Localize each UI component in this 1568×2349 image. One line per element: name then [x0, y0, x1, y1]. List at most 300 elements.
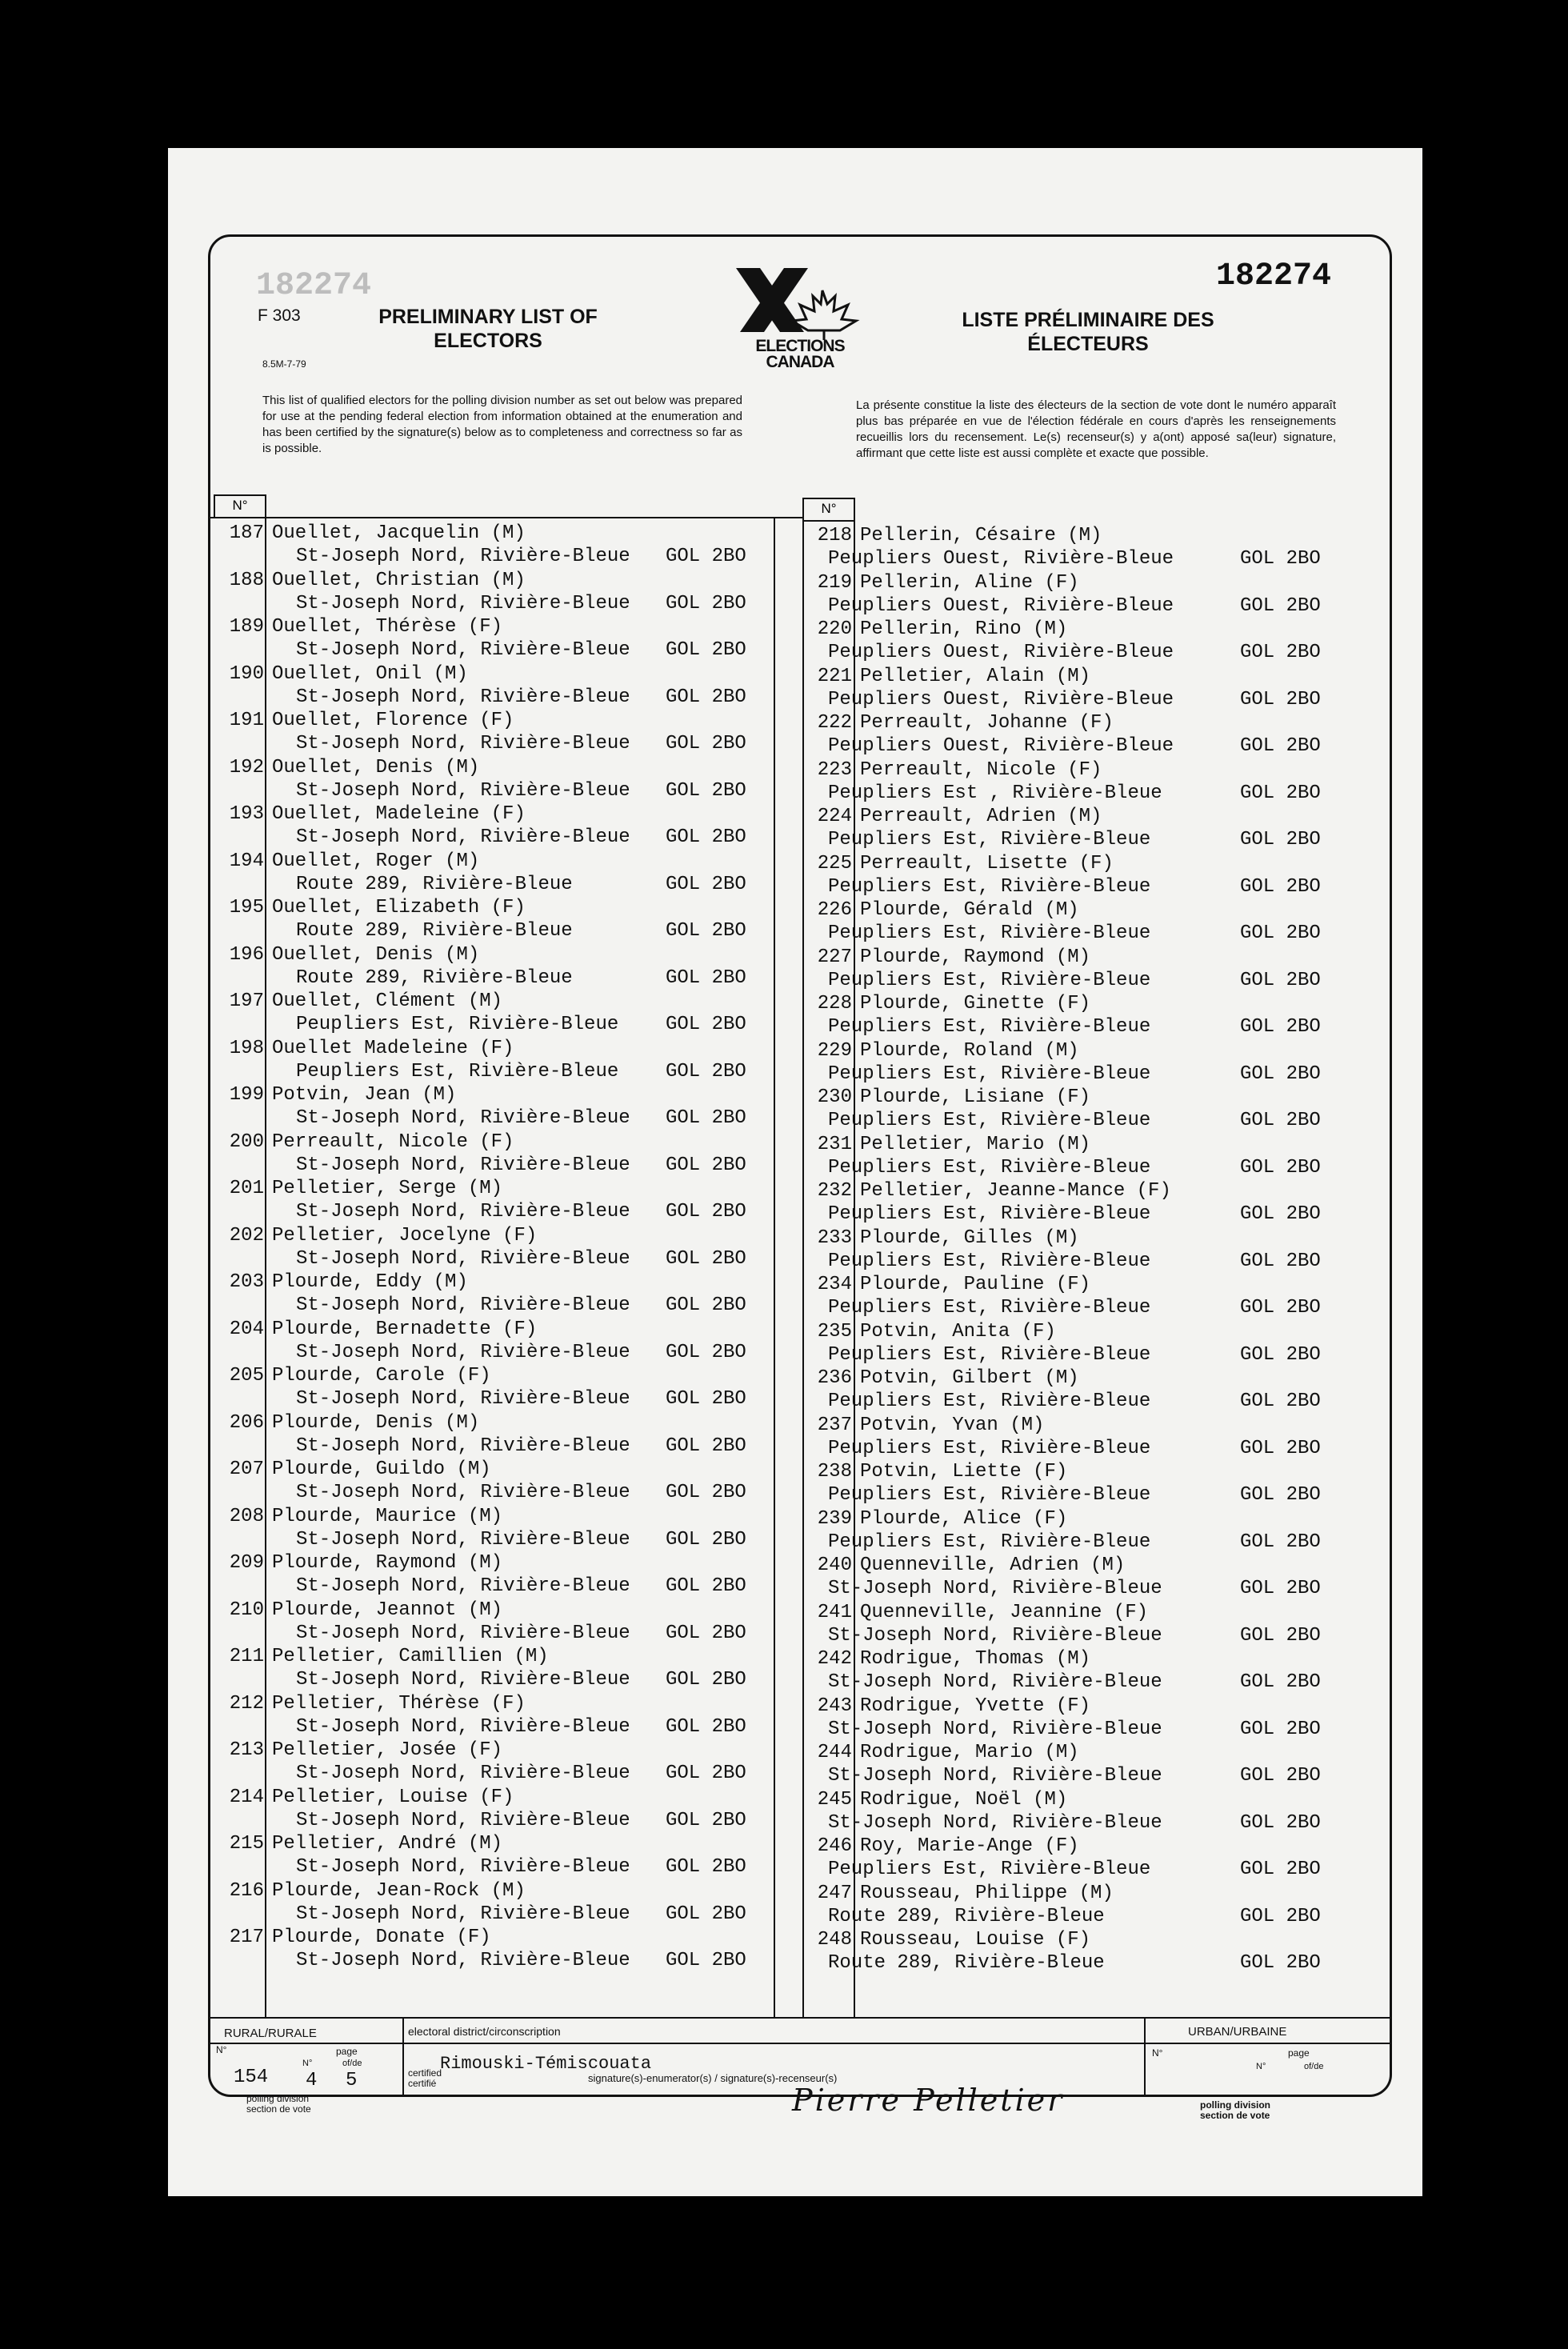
elector-address: Peupliers Est, Rivière-Bleue	[828, 1297, 1151, 1319]
urban-label: URBAN/URBAINE	[1188, 2025, 1287, 2039]
district-value: Rimouski-Témiscouata	[440, 2054, 652, 2074]
elector-number: 213	[229, 1739, 264, 1761]
elector-entry	[216, 1131, 776, 1179]
elector-number: 241	[817, 1601, 852, 1623]
elector-name: Ouellet, Thérèse (F)	[272, 616, 503, 638]
elector-postal-code: GOL 2BO	[666, 1482, 746, 1503]
elector-name: Ouellet, Madeleine (F)	[272, 803, 526, 825]
elector-address: Peupliers Ouest, Rivière-Bleue	[828, 548, 1174, 570]
elector-name: Plourde, Carole (F)	[272, 1365, 491, 1387]
elector-number: 221	[817, 665, 852, 687]
elector-address: St-Joseph Nord, Rivière-Bleue	[296, 1575, 630, 1597]
table-top-line	[210, 517, 804, 518]
elector-postal-code: GOL 2BO	[1240, 688, 1321, 710]
logo-text-elections: ELECTIONS	[755, 337, 845, 355]
elector-address: Peupliers Est, Rivière-Bleue	[828, 1062, 1151, 1085]
elector-entry	[804, 1742, 1396, 1789]
elector-entry	[804, 899, 1396, 946]
elector-name: Pelletier, Alain (M)	[860, 665, 1091, 687]
elector-address: St-Joseph Nord, Rivière-Bleue	[828, 1624, 1162, 1647]
elector-address: St-Joseph Nord, Rivière-Bleue	[828, 1765, 1162, 1787]
elector-name: Plourde, Donate (F)	[272, 1927, 491, 1948]
elector-name: Pelletier, Jocelyne (F)	[272, 1224, 538, 1247]
elector-postal-code: GOL 2BO	[666, 779, 746, 802]
elector-address: St-Joseph Nord, Rivière-Bleue	[296, 826, 630, 848]
elector-number: 193	[229, 803, 264, 825]
elector-entry	[804, 1648, 1396, 1695]
elector-name: Roy, Marie-Ange (F)	[860, 1835, 1079, 1857]
elector-entry	[216, 1319, 776, 1366]
elector-address: Peupliers Est, Rivière-Bleue	[828, 922, 1151, 944]
elector-address: Peupliers Est, Rivière-Bleue	[828, 1531, 1151, 1553]
elector-name: Quenneville, Adrien (M)	[860, 1555, 1126, 1576]
elector-address: Peupliers Ouest, Rivière-Bleue	[828, 735, 1174, 757]
elector-postal-code: GOL 2BO	[666, 592, 746, 614]
elector-postal-code: GOL 2BO	[666, 1575, 746, 1597]
elector-number: 216	[229, 1879, 264, 1902]
elector-number: 189	[229, 616, 264, 638]
elector-number: 229	[817, 1039, 852, 1062]
elector-number: 225	[817, 852, 852, 874]
elector-address: St-Joseph Nord, Rivière-Bleue	[296, 1388, 630, 1410]
elector-postal-code: GOL 2BO	[666, 826, 746, 848]
rural-box-right	[402, 2019, 404, 2096]
elector-entry	[216, 1178, 776, 1225]
elector-name: Potvin, Yvan (M)	[860, 1414, 1045, 1436]
elector-postal-code: GOL 2BO	[666, 1060, 746, 1082]
elector-number: 226	[817, 899, 852, 921]
elector-postal-code: GOL 2BO	[666, 1154, 746, 1176]
elector-name: Potvin, Jean (M)	[272, 1084, 457, 1106]
elector-postal-code: GOL 2BO	[666, 873, 746, 895]
elector-name: Ouellet, Christian (M)	[272, 569, 526, 591]
elector-number: 209	[229, 1552, 264, 1574]
elector-name: Rousseau, Louise (F)	[860, 1929, 1091, 1951]
elector-postal-code: GOL 2BO	[666, 1528, 746, 1551]
elector-name: Pelletier, André (M)	[272, 1833, 503, 1855]
elector-address: St-Joseph Nord, Rivière-Bleue	[296, 1295, 630, 1316]
elector-entry	[216, 897, 776, 944]
elector-postal-code: GOL 2BO	[1240, 642, 1321, 663]
elector-postal-code: GOL 2BO	[666, 1809, 746, 1831]
elector-name: Plourde, Gérald (M)	[860, 899, 1079, 921]
elector-entry	[216, 522, 776, 570]
elector-postal-code: GOL 2BO	[666, 1388, 746, 1410]
elector-name: Plourde, Jean-Rock (M)	[272, 1879, 526, 1902]
elector-entry	[216, 616, 776, 663]
elector-address: Peupliers Ouest, Rivière-Bleue	[828, 594, 1174, 617]
rural-page-label: page	[336, 2046, 358, 2057]
elector-entry	[216, 1038, 776, 1085]
elector-name: Plourde, Roland (M)	[860, 1039, 1079, 1062]
elector-address: Peupliers Est, Rivière-Bleue	[828, 969, 1151, 991]
elector-number: 218	[817, 525, 852, 546]
elector-name: Pelletier, Mario (M)	[860, 1133, 1091, 1155]
elector-name: Potvin, Gilbert (M)	[860, 1367, 1079, 1389]
elector-postal-code: GOL 2BO	[1240, 735, 1321, 757]
elector-entry	[804, 1929, 1396, 1976]
elector-number: 224	[817, 806, 852, 827]
elector-number: 205	[229, 1365, 264, 1387]
elector-number: 227	[817, 946, 852, 968]
elector-address: Route 289, Rivière-Bleue	[296, 873, 573, 895]
elector-number: 206	[229, 1411, 264, 1434]
elector-name: Ouellet, Elizabeth (F)	[272, 897, 526, 918]
urban-no-label: N°	[1152, 2047, 1163, 2059]
elector-name: Plourde, Ginette (F)	[860, 993, 1091, 1014]
elector-number: 240	[817, 1555, 852, 1576]
elector-entry	[804, 1415, 1396, 1462]
elector-entry	[216, 1833, 776, 1880]
elector-address: Peupliers Est, Rivière-Bleue	[828, 1016, 1151, 1038]
elector-postal-code: GOL 2BO	[666, 1295, 746, 1316]
elector-address: St-Joseph Nord, Rivière-Bleue	[296, 733, 630, 754]
elector-entry	[804, 759, 1396, 806]
elector-entry	[216, 990, 776, 1038]
elector-number: 212	[229, 1692, 264, 1715]
elector-address: St-Joseph Nord, Rivière-Bleue	[828, 1718, 1162, 1740]
elector-number: 210	[229, 1599, 264, 1621]
table-bottom-line	[210, 2017, 1392, 2019]
elector-entry	[804, 666, 1396, 713]
elector-postal-code: GOL 2BO	[1240, 1203, 1321, 1225]
elector-name: Ouellet, Jacquelin (M)	[272, 522, 526, 544]
elector-postal-code: GOL 2BO	[1240, 969, 1321, 991]
elector-number: 211	[229, 1646, 264, 1667]
elector-number: 242	[817, 1648, 852, 1670]
elector-address: Peupliers Est, Rivière-Bleue	[828, 1203, 1151, 1225]
elector-address: St-Joseph Nord, Rivière-Bleue	[828, 1578, 1162, 1599]
elector-postal-code: GOL 2BO	[666, 1856, 746, 1878]
elector-number: 204	[229, 1318, 264, 1340]
elector-address: St-Joseph Nord, Rivière-Bleue	[296, 1482, 630, 1503]
elector-address: St-Joseph Nord, Rivière-Bleue	[296, 639, 630, 661]
elector-address: St-Joseph Nord, Rivière-Bleue	[296, 1341, 630, 1363]
elector-address: St-Joseph Nord, Rivière-Bleue	[296, 1201, 630, 1223]
elector-entry	[216, 663, 776, 710]
elector-name: Perreault, Nicole (F)	[272, 1130, 514, 1153]
elector-entry	[216, 1365, 776, 1412]
page-number: 4	[306, 2070, 318, 2091]
elector-name: Plourde, Bernadette (F)	[272, 1318, 538, 1340]
elector-entry	[216, 1412, 776, 1459]
elector-postal-code: GOL 2BO	[1240, 1156, 1321, 1179]
elector-entry	[216, 803, 776, 850]
elector-name: Ouellet, Florence (F)	[272, 710, 514, 731]
elector-number: 196	[229, 943, 264, 966]
elector-number: 239	[817, 1507, 852, 1530]
elector-entry	[216, 1646, 776, 1693]
elector-address: St-Joseph Nord, Rivière-Bleue	[296, 1622, 630, 1644]
elector-number: 198	[229, 1037, 264, 1059]
elector-number: 233	[817, 1227, 852, 1249]
elector-number: 246	[817, 1835, 852, 1857]
elector-postal-code: GOL 2BO	[1240, 1343, 1321, 1366]
elector-postal-code: GOL 2BO	[666, 1715, 746, 1738]
form-number: F 303	[258, 306, 301, 325]
elector-name: Rodrigue, Thomas (M)	[860, 1648, 1091, 1670]
elector-address: Peupliers Est, Rivière-Bleue	[296, 1014, 619, 1035]
elector-postal-code: GOL 2BO	[666, 546, 746, 567]
elector-address: St-Joseph Nord, Rivière-Bleue	[296, 1154, 630, 1176]
elector-postal-code: GOL 2BO	[1240, 1531, 1321, 1553]
no-header-left: N°	[214, 494, 266, 518]
elector-number: 199	[229, 1084, 264, 1106]
elector-address: St-Joseph Nord, Rivière-Bleue	[296, 1435, 630, 1457]
elector-name: Ouellet, Clément (M)	[272, 990, 503, 1012]
elector-address: St-Joseph Nord, Rivière-Bleue	[296, 1669, 630, 1691]
elector-entry	[804, 1695, 1396, 1743]
elector-name: Quenneville, Jeannine (F)	[860, 1601, 1149, 1623]
elector-address: St-Joseph Nord, Rivière-Bleue	[296, 1903, 630, 1925]
elector-postal-code: GOL 2BO	[666, 686, 746, 708]
elector-name: Plourde, Raymond (M)	[860, 946, 1091, 968]
elector-address: St-Joseph Nord, Rivière-Bleue	[296, 1856, 630, 1878]
elector-postal-code: GOL 2BO	[666, 1669, 746, 1691]
elector-postal-code: GOL 2BO	[666, 1763, 746, 1784]
elector-address: St-Joseph Nord, Rivière-Bleue	[296, 686, 630, 708]
elector-number: 187	[229, 522, 264, 544]
elector-number: 192	[229, 756, 264, 778]
elector-number: 235	[817, 1320, 852, 1343]
elector-entry	[804, 572, 1396, 619]
elector-name: Rodrigue, Noël (M)	[860, 1788, 1068, 1811]
elector-address: Peupliers Est, Rivière-Bleue	[828, 875, 1151, 898]
elector-entry	[804, 946, 1396, 994]
elector-number: 223	[817, 758, 852, 781]
elector-entry	[804, 1274, 1396, 1321]
elector-number: 219	[817, 571, 852, 594]
form-revision: 8.5M-7-79	[262, 358, 306, 370]
page-of-label: of/de	[342, 2059, 362, 2068]
elector-entry	[216, 1693, 776, 1740]
elector-name: Perreault, Nicole (F)	[860, 758, 1102, 781]
elector-postal-code: GOL 2BO	[1240, 1578, 1321, 1599]
elector-name: Ouellet, Onil (M)	[272, 662, 468, 685]
elector-name: Plourde, Eddy (M)	[272, 1271, 468, 1293]
elector-name: Ouellet, Denis (M)	[272, 943, 480, 966]
urban-polling-division-label: polling division section de vote	[1200, 2099, 1270, 2121]
elector-entry	[216, 1506, 776, 1553]
elector-postal-code: GOL 2BO	[1240, 1110, 1321, 1131]
elector-postal-code: GOL 2BO	[1240, 1859, 1321, 1880]
urban-box-left	[1144, 2019, 1146, 2096]
elector-name: Pelletier, Louise (F)	[272, 1786, 514, 1808]
elector-postal-code: GOL 2BO	[1240, 875, 1321, 898]
elector-postal-code: GOL 2BO	[1240, 1391, 1321, 1412]
elector-name: Ouellet, Denis (M)	[272, 756, 480, 778]
elector-entry	[804, 1227, 1396, 1275]
elector-number: 194	[229, 850, 264, 872]
elector-address: St-Joseph Nord, Rivière-Bleue	[296, 1528, 630, 1551]
elector-address: St-Joseph Nord, Rivière-Bleue	[296, 1247, 630, 1270]
elector-address: Route 289, Rivière-Bleue	[296, 966, 573, 989]
elector-postal-code: GOL 2BO	[1240, 922, 1321, 944]
elector-address: St-Joseph Nord, Rivière-Bleue	[296, 1950, 630, 1971]
elector-address: St-Joseph Nord, Rivière-Bleue	[296, 592, 630, 614]
elector-name: Plourde, Guildo (M)	[272, 1459, 491, 1480]
elector-entry	[216, 1271, 776, 1319]
elector-name: Pelletier, Josée (F)	[272, 1739, 503, 1761]
elector-postal-code: GOL 2BO	[1240, 1624, 1321, 1647]
elector-number: 207	[229, 1459, 264, 1480]
elector-number: 200	[229, 1130, 264, 1153]
intro-english: This list of qualified electors for the polling division number as set out below was prepared for use at the pending federal election from information obtained at the enumeration and has been certified by the signature(s) below as to completeness and correctness so far as is possible.	[262, 394, 742, 455]
elector-name: Rousseau, Philippe (M)	[860, 1882, 1114, 1904]
elector-name: Rodrigue, Yvette (F)	[860, 1695, 1091, 1717]
elector-number: 247	[817, 1882, 852, 1904]
elector-entry	[216, 850, 776, 898]
serial-number: 182274	[1216, 258, 1332, 294]
elector-number: 248	[817, 1929, 852, 1951]
elector-entry	[804, 1134, 1396, 1181]
elector-address: Route 289, Rivière-Bleue	[828, 1905, 1105, 1927]
elector-name: Rodrigue, Mario (M)	[860, 1742, 1079, 1763]
no-header-right: N°	[802, 498, 855, 522]
elector-postal-code: GOL 2BO	[666, 1622, 746, 1644]
elector-name: Perreault, Adrien (M)	[860, 806, 1102, 827]
elector-entry	[804, 1367, 1396, 1415]
elector-entry	[216, 1225, 776, 1272]
elector-number: 228	[817, 993, 852, 1014]
elector-postal-code: GOL 2BO	[1240, 782, 1321, 804]
elector-entry	[804, 1555, 1396, 1602]
elector-number: 222	[817, 712, 852, 734]
elector-number: 230	[817, 1086, 852, 1108]
elector-number: 203	[229, 1271, 264, 1293]
elector-address: St-Joseph Nord, Rivière-Bleue	[296, 546, 630, 567]
elector-address: Peupliers Est, Rivière-Bleue	[828, 1343, 1151, 1366]
elector-number: 214	[229, 1786, 264, 1808]
elector-entry	[804, 853, 1396, 900]
elector-name: Pelletier, Serge (M)	[272, 1178, 503, 1199]
elector-entry	[804, 712, 1396, 759]
elector-entry	[216, 1787, 776, 1834]
urban-page-label: page	[1288, 2047, 1310, 2059]
polling-division-label: polling division section de vote	[246, 2093, 311, 2115]
elector-address: St-Joseph Nord, Rivière-Bleue	[296, 1763, 630, 1784]
elector-number: 236	[817, 1367, 852, 1389]
elector-postal-code: GOL 2BO	[1240, 594, 1321, 617]
document-page	[168, 148, 1422, 2196]
elector-number: 195	[229, 897, 264, 918]
elector-number: 215	[229, 1833, 264, 1855]
elector-name: Plourde, Lisiane (F)	[860, 1086, 1091, 1108]
elector-number: 237	[817, 1414, 852, 1436]
logo-text-canada: CANADA	[766, 353, 834, 371]
elector-name: Pelletier, Thérèse (F)	[272, 1692, 526, 1715]
elector-number: 220	[817, 618, 852, 640]
elector-entry	[804, 618, 1396, 666]
elector-name: Plourde, Alice (F)	[860, 1507, 1068, 1530]
elector-entry	[216, 1084, 776, 1131]
footer-divider	[210, 2043, 1392, 2044]
enumerator-signature: Pierre Pelletier	[792, 2083, 1065, 2118]
elector-number: 231	[817, 1133, 852, 1155]
elector-name: Perreault, Johanne (F)	[860, 712, 1114, 734]
elector-address: Peupliers Est, Rivière-Bleue	[296, 1060, 619, 1082]
elector-address: St-Joseph Nord, Rivière-Bleue	[296, 1107, 630, 1129]
elector-number: 244	[817, 1742, 852, 1763]
elector-address: Peupliers Est, Rivière-Bleue	[828, 1110, 1151, 1131]
elector-address: Peupliers Est, Rivière-Bleue	[828, 829, 1151, 850]
elector-entry	[804, 806, 1396, 853]
elector-name: Pellerin, Aline (F)	[860, 571, 1079, 594]
elector-postal-code: GOL 2BO	[1240, 1250, 1321, 1272]
elector-entry	[804, 1040, 1396, 1087]
elector-address: Peupliers Est, Rivière-Bleue	[828, 1250, 1151, 1272]
elector-entry	[216, 1599, 776, 1647]
elector-postal-code: GOL 2BO	[666, 1950, 746, 1971]
elector-name: Plourde, Denis (M)	[272, 1411, 480, 1434]
right-electors-column	[804, 525, 1396, 1976]
rural-no-label: N°	[216, 2044, 227, 2055]
elector-entry	[216, 1459, 776, 1506]
elector-entry	[216, 1880, 776, 1927]
page-total: 5	[346, 2070, 358, 2091]
elector-entry	[804, 1461, 1396, 1508]
elector-entry	[804, 1086, 1396, 1134]
page-no-label: N°	[302, 2059, 313, 2068]
elector-address: St-Joseph Nord, Rivière-Bleue	[828, 1811, 1162, 1834]
elector-entry	[216, 1552, 776, 1599]
elector-postal-code: GOL 2BO	[666, 1014, 746, 1035]
elector-number: 191	[229, 710, 264, 731]
elector-number: 243	[817, 1695, 852, 1717]
elector-number: 238	[817, 1461, 852, 1483]
left-electors-column	[216, 522, 776, 1974]
elector-address: Peupliers Est, Rivière-Bleue	[828, 1391, 1151, 1412]
elector-postal-code: GOL 2BO	[1240, 1811, 1321, 1834]
elector-postal-code: GOL 2BO	[1240, 1297, 1321, 1319]
elector-name: Plourde, Jeannot (M)	[272, 1599, 503, 1621]
elector-number: 232	[817, 1180, 852, 1202]
elector-postal-code: GOL 2BO	[666, 733, 746, 754]
elector-number: 208	[229, 1505, 264, 1527]
district-label: electoral district/circonscription	[408, 2025, 561, 2038]
title-french: LISTE PRÉLIMINAIRE DES ÉLECTEURS	[962, 309, 1214, 355]
elector-address: St-Joseph Nord, Rivière-Bleue	[296, 779, 630, 802]
elector-address: Peupliers Est , Rivière-Bleue	[828, 782, 1162, 804]
elector-address: Peupliers Est, Rivière-Bleue	[828, 1156, 1151, 1179]
elector-postal-code: GOL 2BO	[1240, 1905, 1321, 1927]
elector-name: Plourde, Raymond (M)	[272, 1552, 503, 1574]
elector-name: Potvin, Liette (F)	[860, 1461, 1068, 1483]
elector-entry	[804, 993, 1396, 1040]
elector-entry	[804, 1602, 1396, 1649]
elector-name: Pelletier, Jeanne-Mance (F)	[860, 1180, 1171, 1202]
elector-postal-code: GOL 2BO	[666, 1341, 746, 1363]
elector-postal-code: GOL 2BO	[666, 1201, 746, 1223]
elector-number: 188	[229, 569, 264, 591]
elector-address: Peupliers Est, Rivière-Bleue	[828, 1437, 1151, 1459]
elector-entry	[216, 757, 776, 804]
elector-entry	[804, 1180, 1396, 1227]
elector-number: 201	[229, 1178, 264, 1199]
elector-name: Pelletier, Camillien (M)	[272, 1646, 549, 1667]
elector-number: 197	[229, 990, 264, 1012]
certified-label: certified certifié	[408, 2067, 442, 2089]
elector-entry	[804, 1321, 1396, 1368]
elector-entry	[804, 1789, 1396, 1836]
faded-stamp-number: 182274	[256, 268, 372, 304]
intro-french: La présente constitue la liste des électeurs de la section de vote dont le numéro apparaît plus bas préparée en vue de l'élection fédérale en cours d'après les renseignements recueillis lors du recensement. Le(s) recenseur(s) y a(ont) apposé sa(leur) signature, affirmant que cette liste est aussi complète et exacte que possible.	[856, 398, 1336, 460]
elector-postal-code: GOL 2BO	[666, 1107, 746, 1129]
urban-page-of-label: of/de	[1304, 2062, 1324, 2071]
elector-postal-code: GOL 2BO	[1240, 1952, 1321, 1974]
elector-entry	[216, 570, 776, 617]
elector-name: Pellerin, Césaire (M)	[860, 525, 1102, 546]
